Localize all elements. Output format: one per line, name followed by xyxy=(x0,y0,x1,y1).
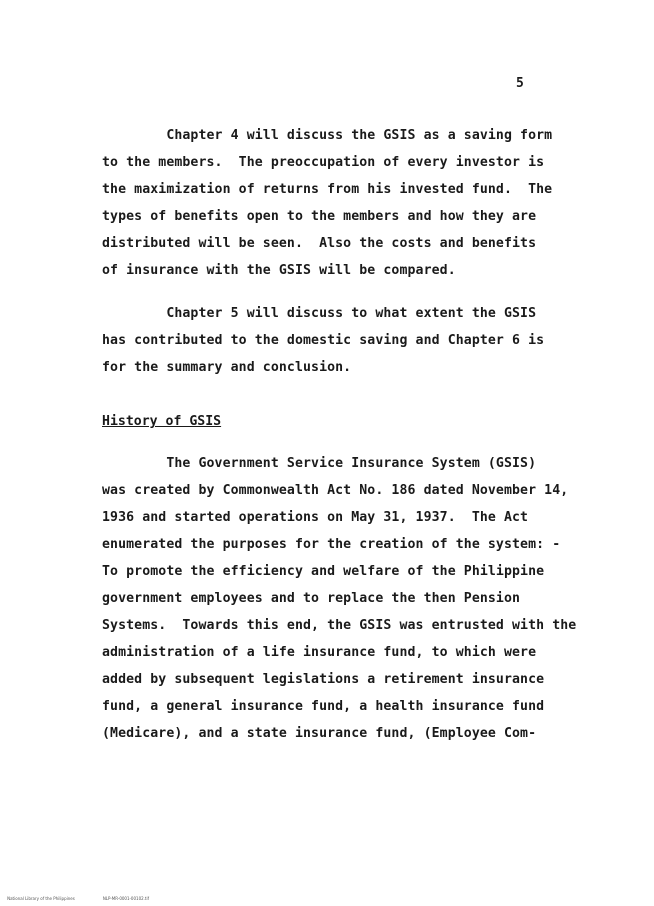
text-line: 1936 and started operations on May 31, 1937. The Act xyxy=(102,510,529,525)
text-line: Chapter 4 will discuss the GSIS as a saving form xyxy=(102,128,553,143)
text-line: fund, a general insurance fund, a health insurance fund xyxy=(102,699,545,714)
text-line: has contributed to the domestic saving and Chapter 6 is xyxy=(102,333,545,348)
text-line: added by subsequent legislations a retirement insurance xyxy=(102,672,545,687)
text-line: Systems. Towards this end, the GSIS was entrusted with the xyxy=(102,618,577,633)
text-line: enumerated the purposes for the creation of the system: - xyxy=(102,537,561,552)
scan-footer xyxy=(2,891,177,906)
section-heading: History of GSIS xyxy=(102,414,222,429)
page-number: 5 xyxy=(516,76,524,91)
text-line: of insurance with the GSIS will be compared. xyxy=(102,263,456,278)
text-line: The Government Service Insurance System (GSIS) xyxy=(102,456,537,471)
footer-filename: NLP-MR-0001-00102.tif xyxy=(102,896,150,901)
text-line: administration of a life insurance fund, to which were xyxy=(102,645,537,660)
text-line: to the members. The preoccupation of every investor is xyxy=(102,155,545,170)
text-line: types of benefits open to the members and how they are xyxy=(102,209,537,224)
text-line: government employees and to replace the then Pension xyxy=(102,591,521,606)
text-line: (Medicare), and a state insurance fund, (Employee Com- xyxy=(102,726,537,741)
footer-source: National Library of the Philippines xyxy=(7,896,75,901)
text-line: for the summary and conclusion. xyxy=(102,360,352,375)
text-line: the maximization of returns from his invested fund. The xyxy=(102,182,553,197)
text-line: Chapter 5 will discuss to what extent the GSIS xyxy=(102,306,537,321)
text-line: was created by Commonwealth Act No. 186 dated November 14, xyxy=(102,483,569,498)
text-line: distributed will be seen. Also the costs and benefits xyxy=(102,236,537,251)
text-line: To promote the efficiency and welfare of the Philippine xyxy=(102,564,545,579)
